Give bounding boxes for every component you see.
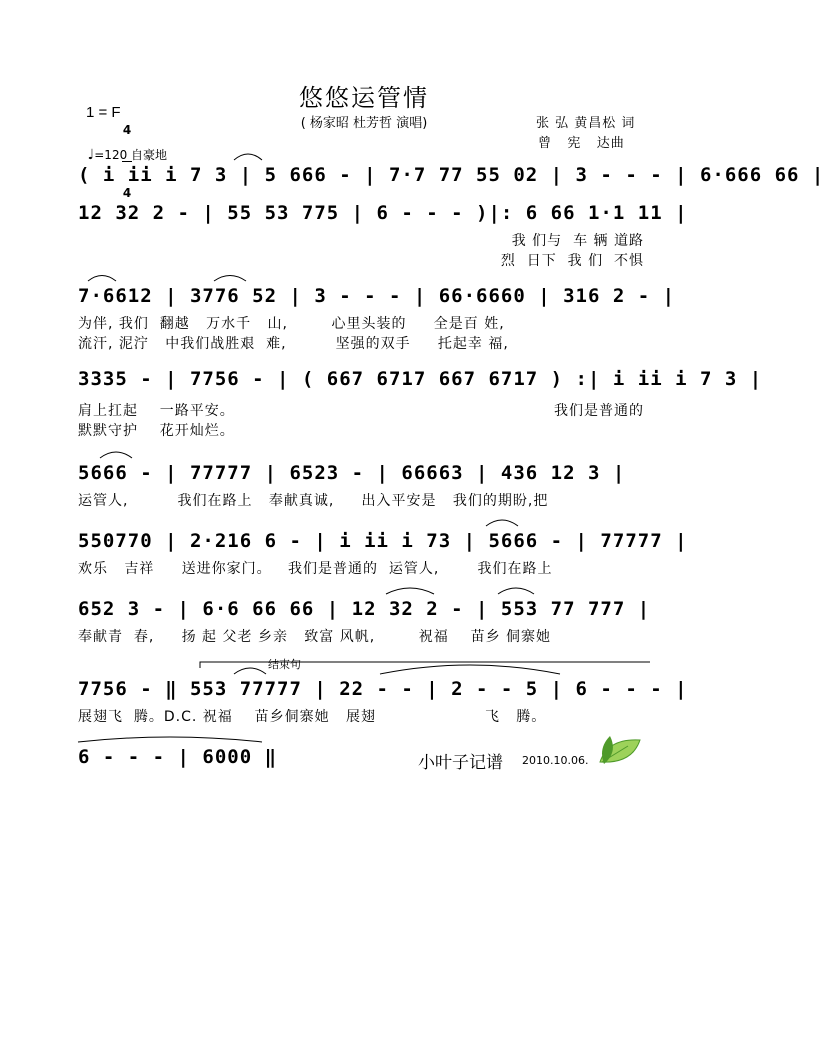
- quarter-note-icon: ♩: [87, 147, 95, 163]
- slur-row-6: [486, 520, 518, 526]
- slur-row-8b: [380, 665, 560, 674]
- lyric-row-8: 展翅飞 腾。D.C. 祝福 苗乡侗寨她 展翅 飞 腾。: [78, 709, 547, 725]
- lyric-row-4-verse-1: 肩上扛起 一路平安。: [78, 403, 235, 419]
- lyric-row-2-verse-2: 烈 日下 我 们 不惧: [500, 253, 644, 269]
- leaf-logo-icon: [600, 736, 640, 764]
- slur-row-3b: [214, 276, 246, 282]
- ending-label: 结束句: [268, 658, 301, 671]
- slur-row-5: [100, 452, 132, 458]
- lyric-row-3-verse-1: 为伴, 我们 翻越 万水千 山, 心里头装的 全是百 姓,: [78, 316, 505, 332]
- score-row-4: 3335 - | 7756 - | ( 667 6717 667 6717 ) :| i ii i 7 3 |: [78, 368, 763, 390]
- transcriber-signature: 小叶子记谱: [418, 753, 503, 773]
- lyric-row-3-verse-2: 流汗, 泥泞 中我们战胜艰 难, 坚强的双手 托起幸 福,: [78, 336, 509, 352]
- time-top: 4: [122, 123, 132, 137]
- slur-row-1: [234, 154, 262, 160]
- slur-row-8a: [234, 668, 266, 674]
- lyric-row-5: 运管人, 我们在路上 奉献真诚, 出入平安是 我们的期盼,把: [78, 493, 549, 509]
- time-bottom: 4: [122, 186, 132, 200]
- score-row-2: 12 32 2 - | 55 53 775 | 6 - - - )|: 6 66 1·1 11 |: [78, 202, 688, 224]
- composer: 曾 宪 达曲: [538, 136, 625, 151]
- song-title: 悠悠运管情: [299, 84, 429, 112]
- lyric-row-2-verse-1: 我 们与 车 辆 道路: [511, 233, 644, 249]
- score-row-9: 6 - - - | 6000 ‖: [78, 746, 278, 768]
- score-row-7: 652 3 - | 6·6 66 66 | 12 32 2 - | 553 77 777 |: [78, 598, 651, 620]
- score-row-6: 550770 | 2·216 6 - | i ii i 73 | 5666 - | 77777 |: [78, 530, 688, 552]
- slur-row-7b: [498, 588, 534, 594]
- score-row-3: 7·6612 | 3776 52 | 3 - - - | 66·6660 | 316 2 - |: [78, 285, 676, 307]
- transcription-date: 2010.10.06.: [522, 754, 589, 767]
- closing-tie: [78, 737, 262, 742]
- performers: ( 杨家昭 杜芳哲 演唱): [300, 116, 428, 131]
- lyric-row-7: 奉献青 春, 扬 起 父老 乡亲 致富 风帆, 祝福 苗乡 侗寨她: [78, 629, 552, 645]
- lyric-row-4-right: 我们是普通的: [554, 403, 644, 419]
- score-row-8: 7756 - ‖ 553 77777 | 22 - - | 2 - - 5 | 6 - - - |: [78, 678, 688, 700]
- slur-row-3a: [88, 276, 116, 282]
- score-row-1: ( i ii i 7 3 | 5 666 - | 7·7 77 55 02 | 3 - - - | 6·666 66 |: [78, 164, 824, 186]
- lyric-row-4-verse-2: 默默守护 花开灿烂。: [78, 423, 235, 439]
- slur-row-7a: [386, 588, 434, 594]
- tempo-text: =120 自豪地: [94, 148, 168, 162]
- score-row-5: 5666 - | 77777 | 6523 - | 66663 | 436 12 3 |: [78, 462, 626, 484]
- lyric-row-6: 欢乐 吉祥 送进你家门。 我们是普通的 运管人, 我们在路上: [78, 561, 553, 577]
- lyricist: 张 弘 黄昌松 词: [536, 116, 636, 131]
- key-signature: 1 = F: [86, 104, 121, 121]
